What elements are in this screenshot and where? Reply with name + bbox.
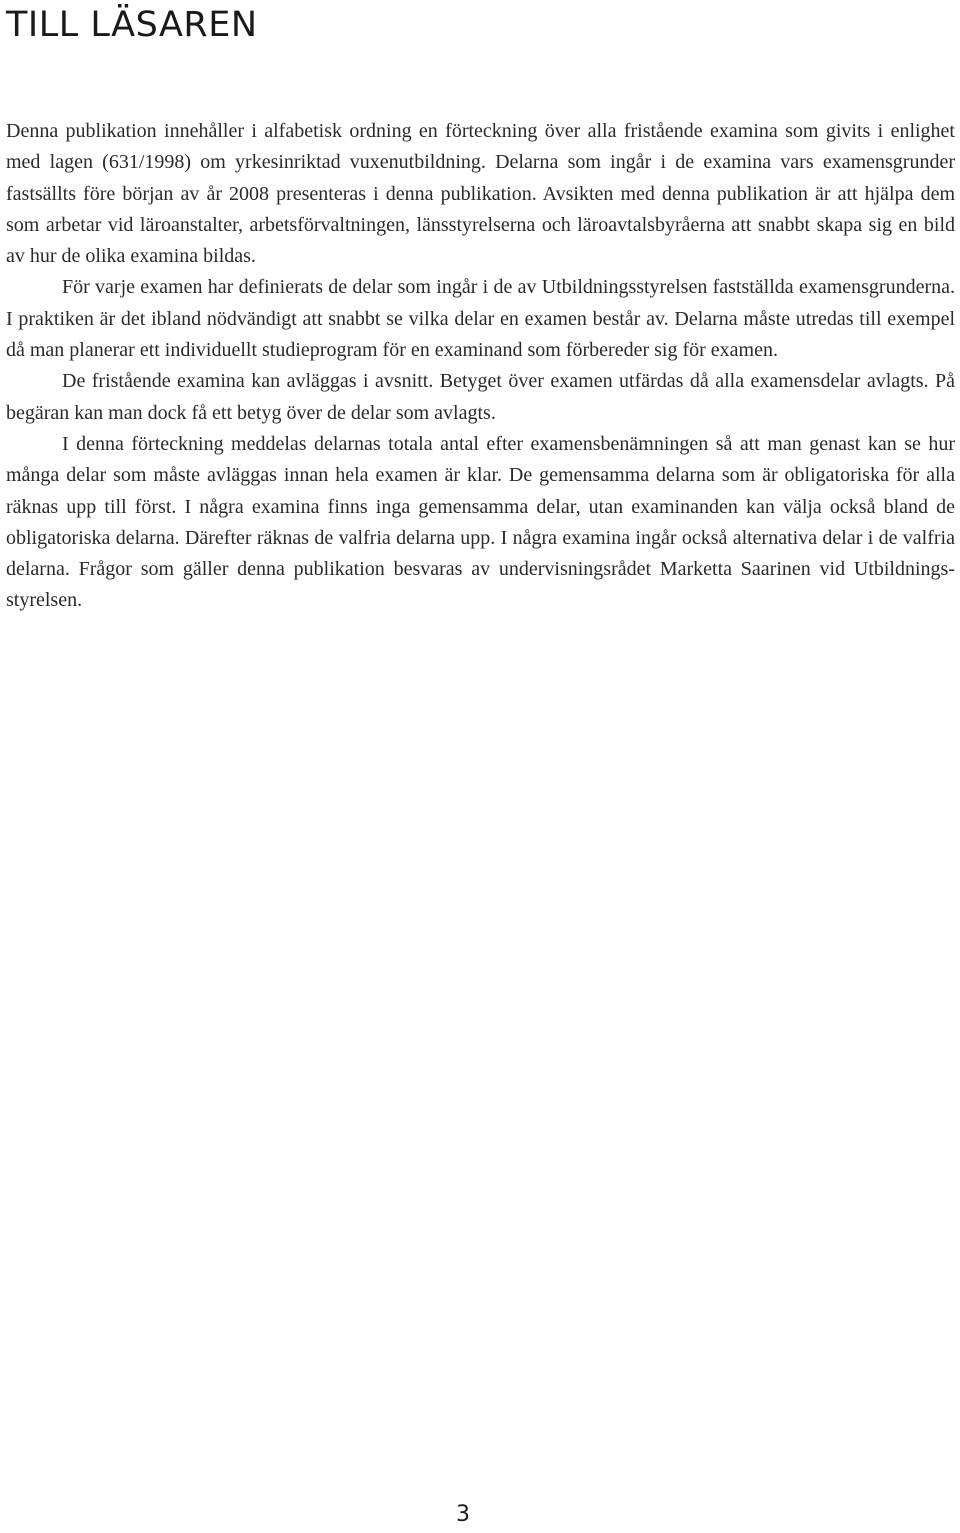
paragraph-exam-parts: För varje examen har definierats de delar som ingår i de av Utbildningsstyrelsen fastställda examensgrunderna. I praktiken är det ibland nödvändigt att snabbt se vilka delar en examen består av. Delarna måste utredas till exempel då man planerar ett individuellt studieprogram för en examinand som förbereder sig för examen. (6, 276, 955, 362)
page-number: 3 (456, 1502, 470, 1527)
paragraph-sections: De fristående examina kan avläggas i avsnitt. Betyget över examen utfärdas då alla examensdelar avlagts. På begäran kan man dock få ett betyg över de delar som avlagts. (6, 370, 955, 424)
paragraph-intro: Denna publikation innehåller i alfabetisk ordning en förteckning över alla fristående examina som givits i enlighet med lagen (631/1998) om yrkesinriktad vuxenutbildning. Delarna som ingår i de examina vars examensgrunder fastsällts före början av år 2008 presenteras i denna publikation. Avsikten med denna publikation är att hjälpa dem som arbetar vid läroanstalter, arbetsförvaltningen, länsstyrelserna och läroavtalsbyråerna att snabbt skapa sig en bild av hur de olika examina bildas. (6, 120, 955, 268)
page-title: TILL LÄSAREN (6, 5, 258, 45)
body-text (6, 116, 955, 617)
paragraph-listing: I denna förteckning meddelas delarnas totala antal efter examensbenämningen så att man genast kan se hur många delar som måste avläggas innan hela examen är klar. De gemensamma delarna som är obligatoriska för alla räknas upp till först. I några examina finns inga gemensamma delar, utan examinanden kan välja också bland de obligatoriska delarna. Därefter räknas de valfria delarna upp. I några examina ingår också alternativa delar i de valfria delarna. Frågor som gäller denna publikation besvaras av undervisningsrådet Marketta Saarinen vid Utbildningsstyrelsen. (6, 432, 955, 612)
